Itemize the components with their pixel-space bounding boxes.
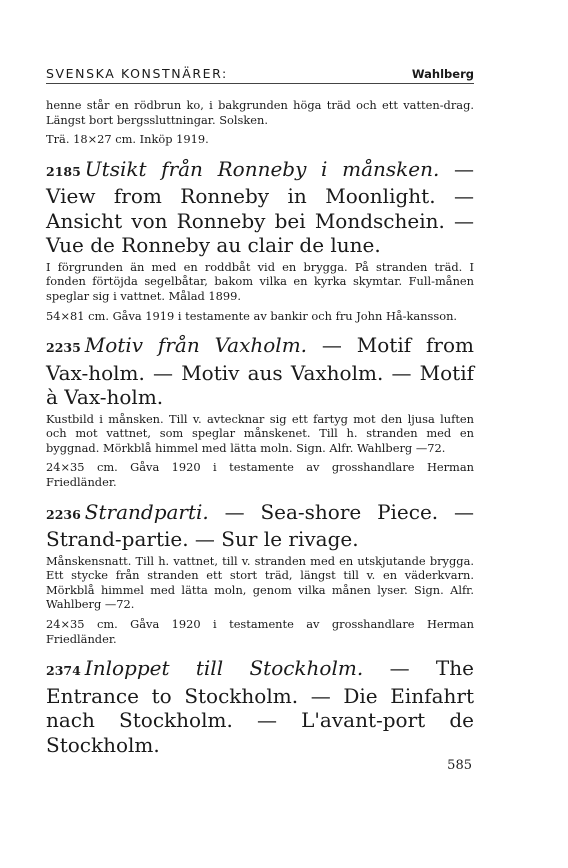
entry-translations: — Motif from Vax-holm. — Motiv aus Vaxholm. — Motif à Vax-holm. (46, 333, 474, 410)
entry-translations: — Sea-shore Piece. — Strand-partie. — Sur le rivage. (46, 499, 474, 552)
catalogue-entry (46, 157, 474, 323)
entry-number: 2236 (46, 506, 81, 522)
running-header (46, 66, 474, 84)
header-artist-name: Wahlberg (411, 67, 474, 81)
entry-title: Strandparti. (84, 499, 209, 524)
entry-description: I förgrunden än med en roddbåt vid en brygga. På stranden träd. I fonden förtöjda segelbåtar, bakom vilka en kyrka skymtar. Full-månen speglar sig i vattnet. Målad 1899. (46, 259, 474, 303)
entry-heading (46, 500, 474, 552)
entry-translations: — View from Ronneby in Moonlight. — Ansicht von Ronneby bei Mondschein. — Vue de Ronneby au clair de lune. (46, 156, 475, 258)
entry-heading (46, 656, 474, 757)
catalogue-body (46, 98, 474, 759)
intro-meta: Trä. 18×27 cm. Inköp 1919. (46, 132, 209, 147)
entry-meta: 24×35 cm. Gåva 1920 i testamente av grosshandlare Herman Friedländer. (46, 617, 474, 646)
entry-title: Inloppet till Stockholm. (84, 656, 364, 681)
entry-title: Utsikt från Ronneby i månsken. (84, 156, 440, 181)
catalogue-entry (46, 333, 474, 489)
entry-meta: 24×35 cm. Gåva 1920 i testamente av grosshandlare Herman Friedländer. (46, 460, 474, 490)
entry-translations: — The Entrance to Stockholm. — Die Einfahrt nach Stockholm. — L'avant-port de Stockholm. (46, 656, 474, 757)
entry-heading (46, 157, 474, 258)
entry-number: 2185 (46, 163, 81, 179)
catalogue-entry (46, 500, 474, 647)
entry-meta: 54×81 cm. Gåva 1919 i testamente av bankir och fru John Hå-kansson. (46, 308, 458, 323)
intro-description: henne står en rödbrun ko, i bakgrunden höga träd och ett vatten-drag. Längst bort bergssluttningar. Solsken. (46, 98, 474, 127)
entry-description: Kustbild i månsken. Till v. avtecknar sig ett fartyg mot den ljusa luften och mot vattnet, som speglar månskenet. Till h. stranden med en byggnad. Mörkblå himmel med lätta moln. Sign. Alfr. Wahlberg —72. (46, 411, 474, 455)
catalogue-entry (46, 656, 474, 757)
entry-title: Motiv från Vaxholm. (84, 333, 308, 358)
entry-number: 2374 (46, 663, 81, 679)
header-section-title: SVENSKA KONSTNÄRER: (46, 66, 228, 81)
entry-number: 2235 (46, 340, 81, 356)
entry-heading (46, 333, 474, 410)
entry-description: Månskensnatt. Till h. vattnet, till v. stranden med en utskjutande brygga. Ett stycke från stranden ett stort träd, längst till v. en väderkvarn. Mörkblå himmel med lätta moln, genom vilka månen lyser. Sign. Alfr. Wahlberg —72. (46, 553, 474, 612)
page-number: 585 (447, 758, 472, 773)
